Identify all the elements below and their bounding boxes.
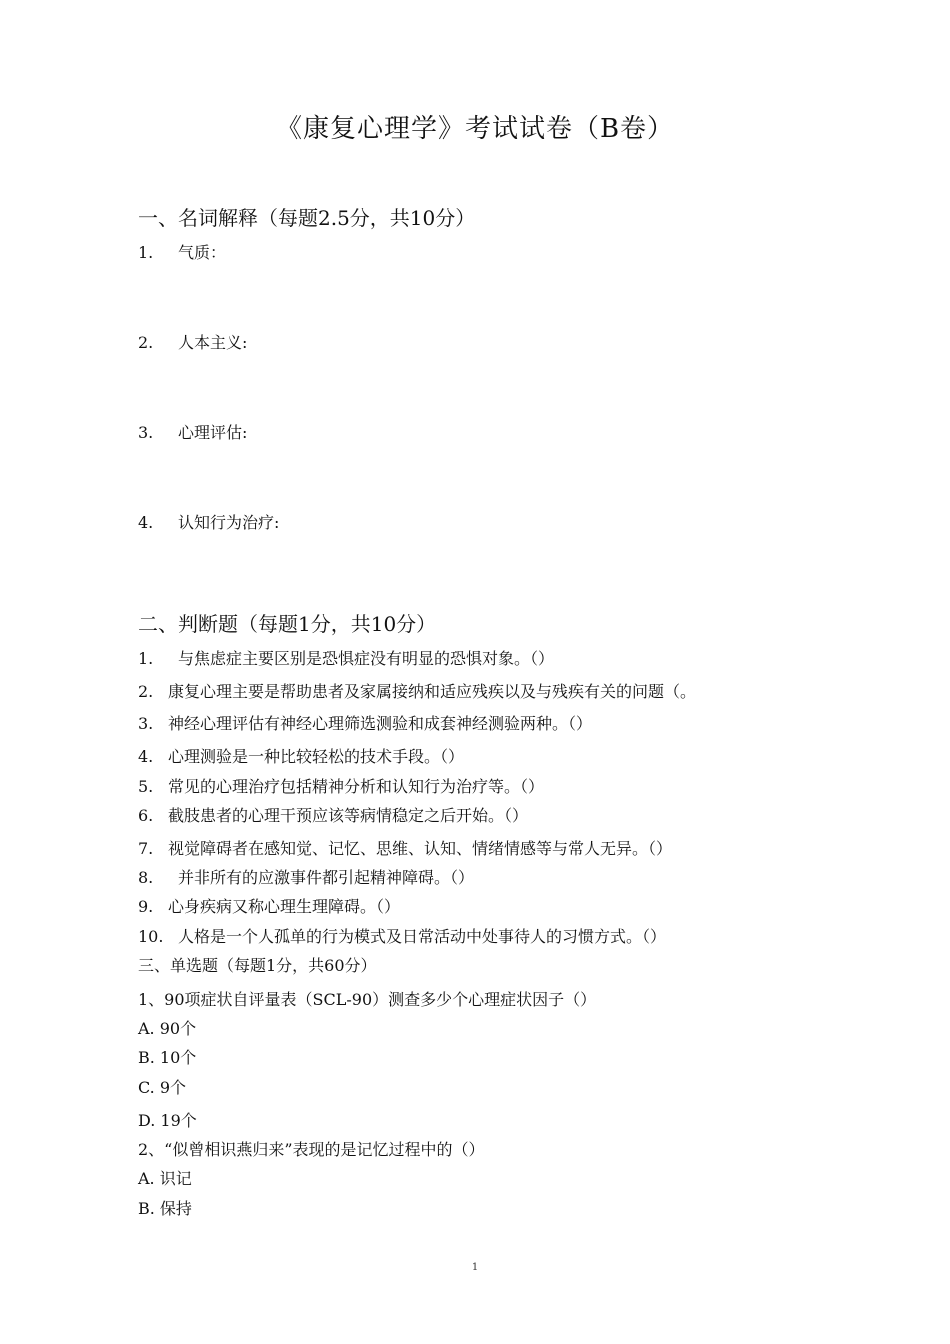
item-number: 4. — [138, 747, 154, 766]
section1-item — [138, 330, 247, 353]
section2-item — [138, 894, 400, 917]
item-text: 康复心理主要是帮助患者及家属接纳和适应残疾以及与残疾有关的问题（。 — [168, 682, 697, 701]
section1-item — [138, 510, 279, 533]
section2-item — [138, 924, 666, 947]
section2-item — [138, 711, 592, 734]
section2-item — [138, 803, 528, 826]
item-number: 9. — [138, 897, 154, 916]
exam-title: 《康复心理学》考试试卷（B卷） — [275, 114, 675, 144]
item-number: 2. — [138, 682, 154, 701]
item-number: 3. — [138, 423, 154, 442]
item-text: 神经心理评估有神经心理筛选测验和成套神经测验两种。（） — [168, 714, 593, 733]
question-option: A. 识记 — [138, 1169, 192, 1188]
question-option: C. 9个 — [138, 1078, 187, 1097]
section2-item — [138, 679, 696, 702]
item-number: 3. — [138, 714, 154, 733]
question-option: B. 10个 — [138, 1048, 197, 1067]
item-text: 人格是一个人孤单的行为模式及日常活动中处事待人的习惯方式。（） — [178, 927, 667, 946]
section2-item — [138, 836, 672, 859]
item-text: 人本主义: — [178, 333, 248, 352]
item-text: 与焦虑症主要区别是恐惧症没有明显的恐惧对象。（） — [178, 649, 555, 668]
item-number: 2. — [138, 333, 154, 352]
section2-item — [138, 774, 544, 797]
item-text: 心身疾病又称心理生理障碍。（） — [168, 897, 401, 916]
item-text: 视觉障碍者在感知觉、记忆、思维、认知、情绪情感等与常人无异。（） — [168, 839, 673, 858]
page-number: 1 — [471, 1262, 479, 1273]
section1-heading: 一、名词解释（每题2.5分，共10分） — [138, 206, 476, 230]
question-option: B. 保持 — [138, 1199, 192, 1218]
item-text: 并非所有的应激事件都引起精神障碍。（） — [178, 868, 475, 887]
item-number: 1. — [138, 243, 154, 262]
item-text: 心理评估: — [178, 423, 248, 442]
section2-heading: 二、判断题（每题1分，共10分） — [138, 612, 437, 636]
item-text: 截肢患者的心理干预应该等病情稳定之后开始。（） — [168, 806, 529, 825]
section1-item — [138, 240, 226, 263]
question-stem: 1、90项症状自评量表（SCL-90）测查多少个心理症状因子（） — [138, 990, 597, 1009]
item-text: 常见的心理治疗包括精神分析和认知行为治疗等。（） — [168, 777, 545, 796]
section2-item — [138, 646, 554, 669]
section2-item — [138, 744, 464, 767]
item-text: 认知行为治疗: — [178, 513, 280, 532]
item-number: 7. — [138, 839, 154, 858]
item-number: 4. — [138, 513, 154, 532]
item-number: 8. — [138, 868, 154, 887]
question-option: D. 19个 — [138, 1111, 197, 1130]
item-number: 1. — [138, 649, 154, 668]
question-option: A. 90个 — [138, 1019, 197, 1038]
item-number: 10. — [138, 927, 164, 946]
section1-item — [138, 420, 247, 443]
section3-heading: 三、单选题（每题1分，共60分） — [138, 956, 377, 975]
question-stem: 2、“似曾相识燕归来”表现的是记忆过程中的（） — [138, 1140, 485, 1159]
item-number: 6. — [138, 806, 154, 825]
item-text: 心理测验是一种比较轻松的技术手段。（） — [168, 747, 465, 766]
item-number: 5. — [138, 777, 154, 796]
item-text: 气质： — [178, 243, 227, 262]
section2-item — [138, 865, 474, 888]
